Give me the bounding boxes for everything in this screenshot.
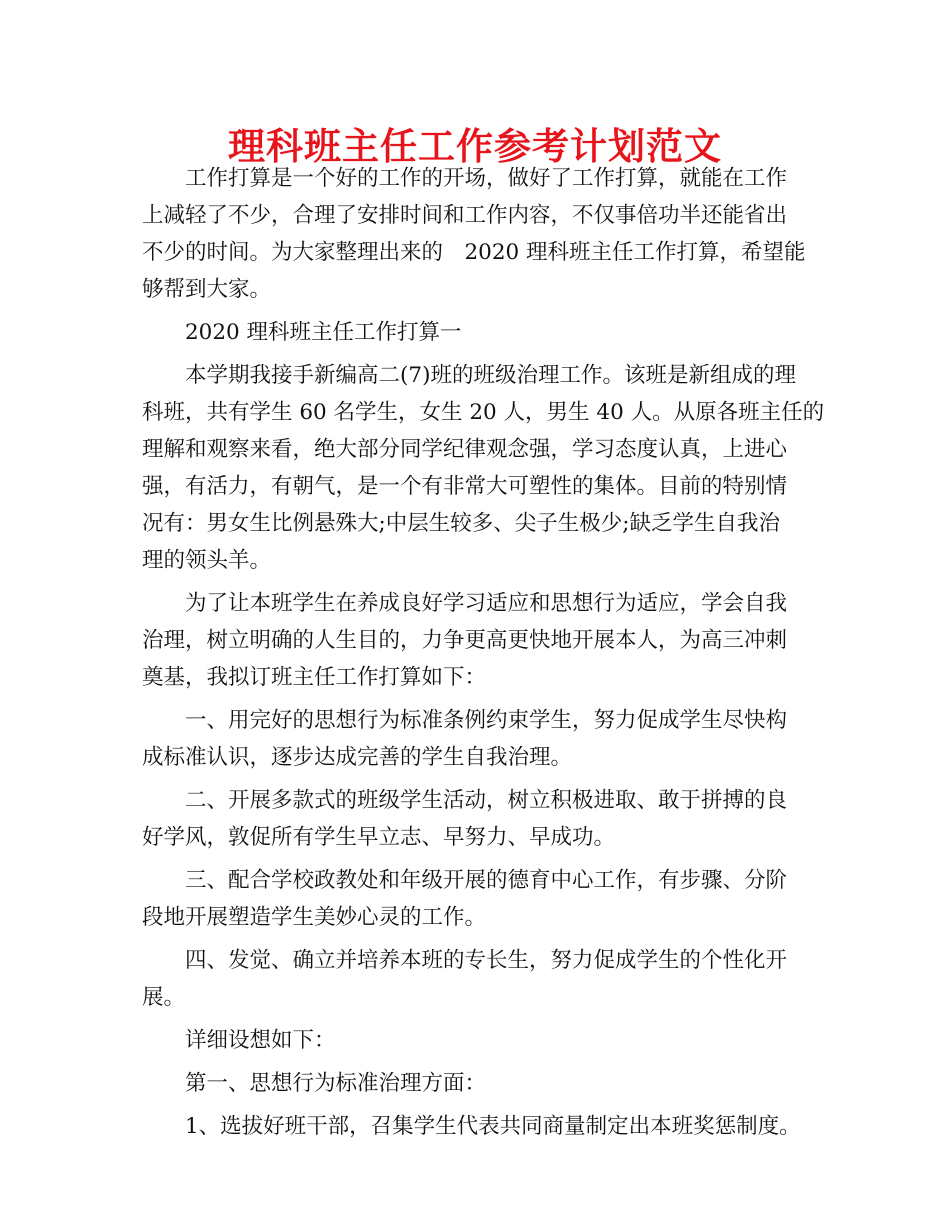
text-line: 四、发觉、确立并培养本班的专长生，努力促成学生的个性化开 (185, 948, 788, 973)
text-line: 奠基，我拟订班主任工作打算如下： (142, 665, 487, 690)
text-line: 理的领头羊。 (142, 548, 272, 573)
text-line: 工作打算是一个好的工作的开场，做好了工作打算，就能在工作 (185, 166, 788, 191)
text-line: 三、配合学校政教处和年级开展的德育中心工作，有步骤、分阶 (185, 868, 788, 893)
text-line: 一、用完好的思想行为标准条例约束学生，努力促成学生尽快构 (185, 708, 788, 733)
section-heading: 2020 理科班主任工作打算一 (185, 320, 462, 345)
paragraph (142, 942, 812, 1016)
paragraph (142, 160, 812, 308)
page-title: 理科班主任工作参考计划范文 (228, 124, 722, 168)
paragraph (142, 862, 812, 936)
text-line: 况有：男女生比例悬殊大;中层生较多、尖子生极少;缺乏学生自我治 (142, 511, 780, 536)
paragraph (142, 585, 812, 696)
text-line: 二、开展多款式的班级学生活动，树立积极进取、敢于拼搏的良 (185, 788, 788, 813)
paragraph (142, 314, 812, 351)
text-line: 够帮到大家。 (142, 277, 272, 302)
text-line: 为了让本班学生在养成良好学习适应和思想行为适应，学会自我 (185, 591, 788, 616)
text-line: 强，有活力，有朝气，是一个有非常大可塑性的集体。目前的特别情 (142, 474, 788, 499)
text-line: 治理，树立明确的人生目的，力争更高更快地开展本人，为高三冲刺 (142, 628, 788, 653)
paragraph (142, 357, 825, 579)
paragraph (142, 1065, 812, 1102)
text-line: 成标准认识，逐步达成完善的学生自我治理。 (142, 745, 573, 770)
text-line: 展。 (142, 985, 186, 1010)
text-line: 详细设想如下： (185, 1028, 336, 1053)
paragraph (142, 702, 812, 776)
text-line: 本学期我接手新编高二(7)班的班级治理工作。该班是新组成的理 (185, 363, 796, 388)
text-line: 上减轻了不少，合理了安排时间和工作内容，不仅事倍功半还能省出 (142, 203, 788, 228)
text-line: 好学风，敦促所有学生早立志、早努力、早成功。 (142, 825, 616, 850)
text-line: 科班，共有学生 60 名学生，女生 20 人，男生 40 人。从原各班主任的 (142, 400, 825, 425)
paragraph (142, 782, 812, 856)
paragraph (142, 1108, 812, 1145)
text-line: 1、选拔好班干部，召集学生代表共同商量制定出本班奖惩制度。 (185, 1114, 801, 1139)
document-body (142, 160, 825, 1145)
text-line: 段地开展塑造学生美妙心灵的工作。 (142, 905, 487, 930)
text-line: 第一、思想行为标准治理方面： (185, 1071, 487, 1096)
paragraph (142, 1022, 812, 1059)
text-line: 理解和观察来看，绝大部分同学纪律观念强，学习态度认真，上进心 (142, 437, 788, 462)
text-line: 不少的时间。为大家整理出来的 2020 理科班主任工作打算，希望能 (142, 240, 806, 265)
